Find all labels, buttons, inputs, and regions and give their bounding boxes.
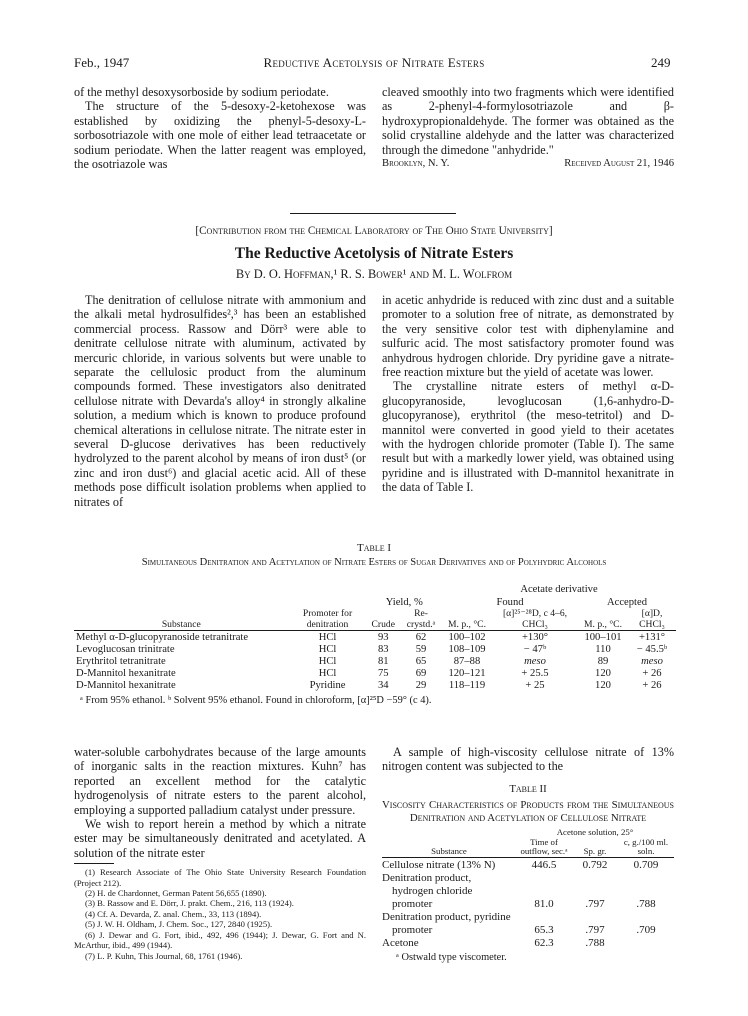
table2-cell: Denitration product, pyridine promoter [382,911,511,936]
lower-left-paragraph-1: water-soluble carbohydrates because of the large amounts of inorganic salts in the reaction mixtures. Kuhn⁷ has reported an excellent method for the catalytic hydrogenolysis of nitrate esters to the parent alcohol, employing a supported palladium catalyst under pressure. [74,745,366,817]
table1-cell: D-Mannitol hexanitrate [76,680,176,691]
table1-cell: HCl [318,668,337,679]
table1-cell: + 26 [642,680,662,691]
table1 [74,584,676,707]
body-right-column [382,293,674,495]
table1-cell: 120 [595,668,611,679]
table1-header-mp-accepted: M. p., °C. [584,618,622,630]
table2-cell: Cellulose nitrate (13% N) [382,859,496,871]
table1-cell: 93 [377,632,389,643]
table2-cell: Denitration product, hydrogen chloride promoter [382,872,473,910]
table1-cell: D-Mannitol hexanitrate [76,668,176,679]
received-date: Received August 21, 1946 [564,158,674,170]
footnote-7: (7) L. P. Kuhn, This Journal, 68, 1761 (1946). [85,950,243,961]
table2-caption: Viscosity Characteristics of Products from the Simultaneous Denitration and Acetylation of Cellulose Nitrate [382,798,674,825]
lower-right-paragraph: A sample of high-viscosity cellulose nitrate of 13% nitrogen content was subjected to the [382,745,674,774]
footnote-5: (5) J. W. H. Oldham, J. Chem. Soc., 127, 2840 (1925). [85,919,273,930]
footnote-2: (2) H. de Chardonnet, German Patent 56,655 (1890). [85,888,267,899]
table1-header-rotation: [α]²⁵⁻²⁸D, c 4–6, CHCl₃ [502,608,568,630]
table1-cell: Erythritol tetranitrate [76,656,166,667]
table-row [74,680,676,692]
table2-header-spgr: Sp. gr. [583,846,607,857]
footnote-4: (4) Cf. A. Devarda, Z. anal. Chem., 33, 113 (1894). [85,908,262,919]
table1-cell: HCl [318,632,337,643]
page-number: 249 [651,55,671,70]
table2-cell: .797 [585,924,605,936]
table1-cell: − 45.5ᵇ [636,644,668,655]
footnote-rule [74,863,114,864]
table1-cell: +131° [638,632,666,643]
running-header-title: Reductive Acetolysis of Nitrate Esters [263,55,485,70]
lower-right-column [382,745,674,963]
table2-cell: .788 [636,898,656,910]
table1-cell: − 47ᵇ [523,644,547,655]
table1-header-yield: Yield, % [385,597,423,608]
table1-cell: Methyl α-D-glucopyranoside tetranitrate [76,632,249,643]
table1-cell: 120–121 [448,668,486,679]
location: Brooklyn, N. Y. [382,158,450,170]
table1-cell: + 25.5 [521,668,549,679]
table1-cell: 65 [415,656,427,667]
lower-left-column [74,745,366,961]
footnote-1: (1) Research Associate of The Ohio State University Research Foundation (Project 212). [74,867,366,888]
table1-header-found: Found [496,597,524,608]
table-row [382,859,674,872]
top-right-paragraph: cleaved smoothly into two fragments which were identified as 2-phenyl-4-formylosotriazole and β-hydroxypropionaldehyde. The former was obtained as the solid crystalline aldehyde and the latter was characterized through the dimedone "anhydride." [382,85,674,157]
table1-cell: 100–101 [584,632,622,643]
table2-group-header: Acetone solution, 25° [556,827,634,838]
table2-cell: .797 [585,898,605,910]
table-row [74,668,676,680]
table2-cell: Acetone [382,937,419,949]
table1-cell: + 26 [642,668,662,679]
table1-cell: 75 [377,668,389,679]
table2-cell: 81.0 [534,898,554,910]
table1-cell: HCl [318,644,337,655]
table1-cell: HCl [318,656,337,667]
table2-cell: 446.5 [531,859,557,871]
table2-label: Table II [509,782,547,795]
table-row [382,872,674,911]
table1-cell: +130° [521,632,549,643]
top-left-paragraph-1: of the methyl desoxysorboside by sodium periodate. [74,85,329,99]
top-right-column [382,85,674,173]
table1-cell: 87–88 [453,656,481,667]
article-authors: By D. O. Hoffman,¹ R. S. Bower¹ and M. L. Wolfrom [235,267,513,281]
table1-label: Table I [356,542,392,554]
table2-header-conc: c, g./100 ml. soln. [623,836,669,857]
footnote-6: (6) J. Dewar and G. Fort, ibid., 492, 496 (1944); J. Dewar, G. Fort and N. McArthur, ibid., 499 (1944). [74,929,366,951]
body-right-paragraph-2: The crystalline nitrate esters of methyl α-D-glucopyranoside, levoglucosan (1,6-anhydro-D-glucopyranose), erythritol (the meso-tetritol) and D-mannitol were converted in good yield to their acetates with the hydrogen chloride promoter (Table I). The same result but with a markedly lower yield, was obtained using pyridine and is illustrated with D-mannitol hexanitrate in the data of Table I. [382,379,674,495]
table1-cell: 120 [595,680,611,691]
contribution-line: [Contribution from the Chemical Laboratory of The Ohio State University] [195,225,553,237]
table1-header-rotation-accepted: [α]D, CHCl₃ [639,608,665,630]
table1-header-accepted: Accepted [607,597,647,608]
table1-cell: 83 [377,644,389,655]
table-row [382,911,674,937]
separator-rule [290,213,456,214]
table2-cell: 62.3 [534,937,554,949]
table1-cell: + 25 [525,680,545,691]
body-right-paragraph-1: in acetic anhydride is reduced with zinc dust and a suitable promoter to a solution free of nitrate, as demonstrated by the very sensitive color test with diphenylamine and sulfuric acid. The most satisfactory promoter found was anhydrous hydrogen chloride. Dry pyridine gave a nitrate-free reaction mixture but the yield of acetate was lower. [382,293,674,380]
top-left-column [74,85,366,171]
table-row [74,656,676,668]
table1-cell: 110 [595,644,611,655]
table1-header-crude: Crude [371,618,395,630]
table1-cell: 29 [415,680,427,691]
table-row [74,644,676,656]
table1-cell: Levoglucosan trinitrate [76,644,175,655]
table1-cell: 89 [597,656,609,667]
table1-cell: 108–109 [448,644,486,655]
table2-cell: .788 [585,937,605,949]
table1-header-mp: M. p., °C. [448,618,486,630]
table1-group-header: Acetate derivative [520,584,598,595]
table1-cell: 62 [415,632,427,643]
table1-caption: Simultaneous Denitration and Acetylation of Nitrate Esters of Sugar Derivatives and of Polyhydric Alcohols [141,557,607,568]
running-header-date: Feb., 1947 [74,55,130,70]
table1-cell: meso [524,656,546,667]
footnotes [74,867,366,961]
table2-cell [618,937,674,950]
table1-cell: meso [641,656,663,667]
table2-cell: 0.792 [582,859,608,871]
table2-footnote: ᵃ Ostwald type viscometer. [396,952,507,963]
table1-cell: 34 [377,680,389,691]
lower-left-paragraph-2: We wish to report herein a method by which a nitrate ester may be simultaneously denitrated and acetylated. A solution of the nitrate ester [74,817,366,860]
table-row [382,937,674,950]
body-left-paragraph: The denitration of cellulose nitrate with ammonium and the alkali metal hydrosulfides²,³ has been an established commercial process. Rassow and Dörr³ were able to denitrate cellulose nitrate with aluminum, activated by mercuric chloride, in various solvents but were unable to separate the cellulosic product from the aluminum compounds formed. These investigators also denitrated cellulose nitrate with Devarda's alloy⁴ in strongly alkaline solution, a medium which is known to produce profound chemical alterations in cellulose nitrate. The nitrate ester in several D-glucose derivatives has been reductively hydrolyzed to the parent alcohol by means of iron dust⁵ (or zinc and iron dust⁶) and glacial acetic acid. All of these methods pose difficult isolation problems when applied to nitrates of [74,293,366,509]
table1-cell: 118–119 [448,680,486,691]
table1-cell: 81 [377,656,389,667]
table1-cell: 100–102 [448,632,486,643]
table1-cell: 69 [415,668,427,679]
table2-header-substance: Substance [431,846,467,857]
table1-cell: 59 [415,644,427,655]
body-left-column [74,293,366,509]
table2-cell: 0.709 [633,859,659,871]
footnote-3: (3) B. Rassow and E. Dörr, J. prakt. Chem., 216, 113 (1924). [85,898,294,909]
table2-cell: 65.3 [534,924,554,936]
table2-cell: .709 [636,924,656,936]
table1-header-promoter: Promoter for denitration [302,608,353,630]
table2-header-time: Time of outflow, sec.ᵃ [520,836,568,857]
article-title: The Reductive Acetolysis of Nitrate Esters [234,245,514,262]
table1-footnote: ᵃ From 95% ethanol. ᵇ Solvent 95% ethanol. Found in chloroform, [α]²⁵D −59° (c 4). [80,695,432,706]
table1-cell: Pyridine [309,680,346,691]
table-row [74,632,676,644]
table2 [382,828,674,950]
table1-header-substance: Substance [161,618,201,630]
table1-header-recrystd: Re-crystd.ᵃ [406,608,436,630]
top-left-paragraph-2: The structure of the 5-desoxy-2-ketohexose was established by oxidizing the phenyl-5-desoxy-L-sorbosotriazole with one mole of either lead tetraacetate or sodium periodate. When the latter reagent was employed, the osotriazole was [74,99,366,172]
